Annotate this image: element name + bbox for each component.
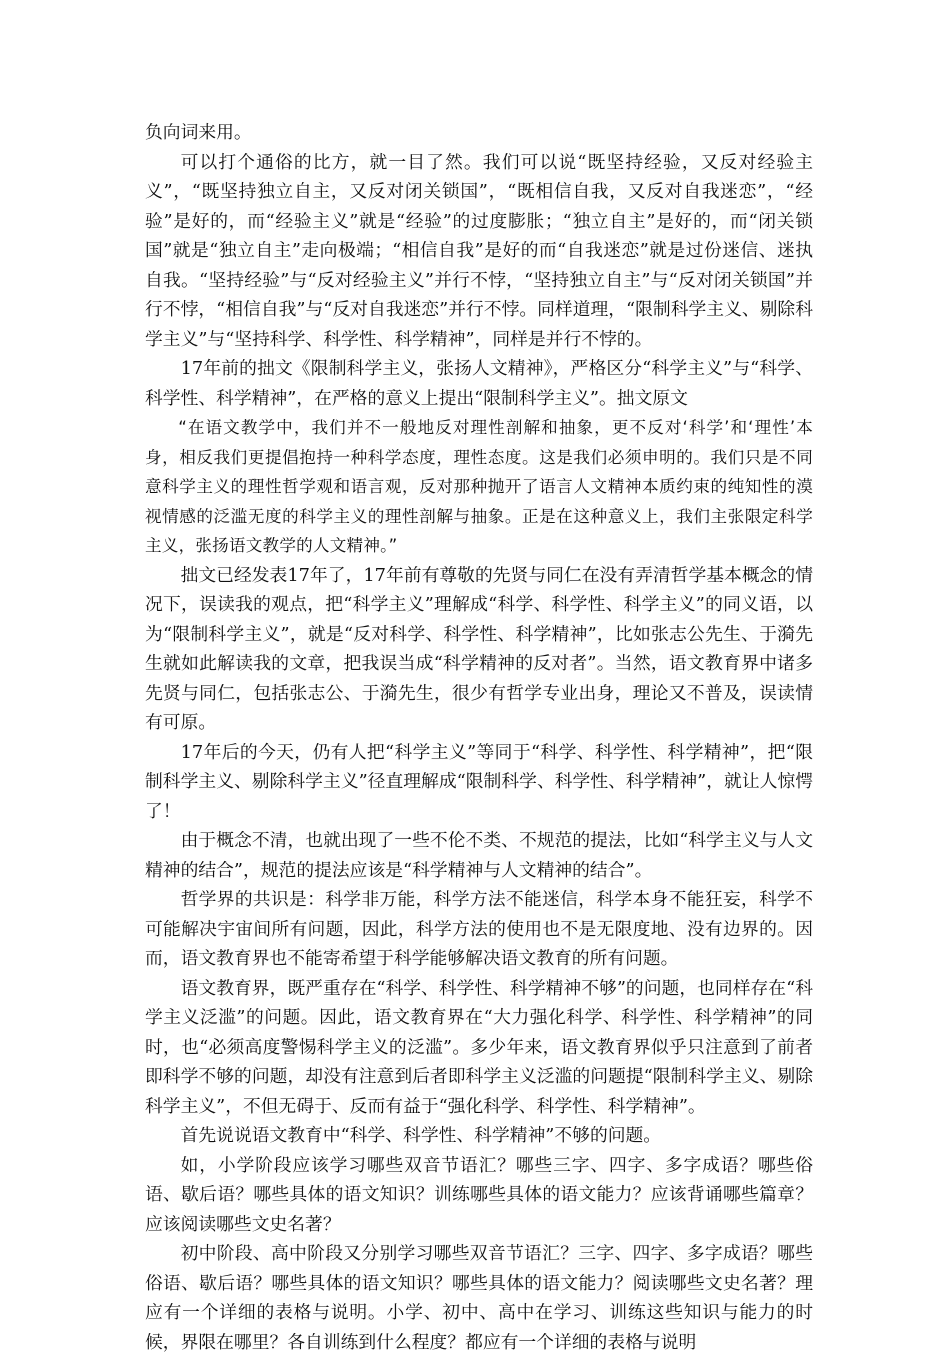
- paragraph-analogy: 可以打个通俗的比方，就一目了然。我们可以说“既坚持经验，又反对经验主义”，“既坚持独立自主，又反对闭关锁国”，“既相信自我，又反对自我迷恋”，“经验”是好的，而“经验主义”就是“经验”的过度膨胀；“独立自主”是好的，而“闭关锁国”就是“独立自主”走向极端；“相信自我”是好的而“自我迷恋”就是过份迷信、迷执自我。“坚持经验”与“反对经验主义”并行不悖，“坚持独立自主”与“反对闭关锁国”并行不悖，“相信自我”与“反对自我迷恋”并行不悖。同样道理，“限制科学主义、剔除科学主义”与“坚持科学、科学性、科学精神”，同样是并行不悖的。: [145, 151, 813, 350]
- paragraph-secondary-school: 初中阶段、高中阶段又分别学习哪些双音节语汇？三字、四字、多字成语？哪些俗语、歇后语？哪些具体的语文知识？哪些具体的语文能力？阅读哪些文史名著？理应有一个详细的表格与说明。小学、初中、高中在学习、训练这些知识与能力的时候，界限在哪里？各自训练到什么程度？都应有一个详细的表格与说明: [145, 1243, 813, 1353]
- paragraph-primary-school: 如，小学阶段应该学习哪些双音节语汇？哪些三字、四字、多字成语？哪些俗语、歇后语？哪些具体的语文知识？训练哪些具体的语文能力？应该背诵哪些篇章？应该阅读哪些文史名著？: [145, 1154, 813, 1235]
- paragraph-quotation: “在语文教学中，我们并不一般地反对理性剖解和抽象，更不反对‘科学’和‘理性’本身，相反我们更提倡抱持一种科学态度，理性态度。这是我们必须申明的。我们只是不同意科学主义的理性哲学观和语言观，反对那种抛开了语言人文精神本质约束的纯知性的漠视情感的泛滥无度的科学主义的理性剖解与抽象。正是在这种意义上，我们主张限定科学主义，张扬语文教学的人文精神。”: [145, 418, 813, 555]
- paragraph-misreading: 拙文已经发表17年了，17年前有尊敬的先贤与同仁在没有弄清哲学基本概念的情况下，误读我的观点，把“科学主义”理解成“科学、科学性、科学主义”的同义语，以为“限制科学主义”，就是“反对科学、科学性、科学精神”，比如张志公先生、于漪先生就如此解读我的文章，把我误当成“科学精神的反对者”。当然，语文教育界中诸多先贤与同仁，包括张志公、于漪先生，很少有哲学专业出身，理论又不普及，误读情有可原。: [145, 564, 813, 733]
- paragraph-first-issue: 首先说说语文教育中“科学、科学性、科学精神”不够的问题。: [180, 1125, 662, 1146]
- paragraph-concept-confusion: 由于概念不清，也就出现了一些不伦不类、不规范的提法，比如“科学主义与人文精神的结合”，规范的提法应该是“科学精神与人文精神的结合”。: [145, 830, 813, 881]
- paragraph-philosophy-consensus: 哲学界的共识是：科学非万能，科学方法不能迷信，科学本身不能狂妄，科学不可能解决宇宙间所有问题，因此，科学方法的使用也不是无限度地、没有边界的。因而，语文教育界也不能寄希望于科学能够解决语文教育的所有问题。: [145, 889, 813, 969]
- document-body: [145, 118, 813, 1357]
- paragraph-seventeen-years-later: 17年后的今天，仍有人把“科学主义”等同于“科学、科学性、科学精神”，把“限制科学主义、剔除科学主义”径直理解成“限制科学、科学性、科学精神”，就让人惊愕了！: [145, 741, 813, 822]
- paragraph-education-field: 语文教育界，既严重存在“科学、科学性、科学精神不够”的问题，也同样存在“科学主义泛滥”的问题。因此，语文教育界在“大力强化科学、科学性、科学精神”的同时，也“必须高度警惕科学主义的泛滥”。多少年来，语文教育界似乎只注意到了前者即科学不够的问题，却没有注意到后者即科学主义泛滥的问题提“限制科学主义、剔除科学主义”，不但无碍于、反而有益于“强化科学、科学性、科学精神”。: [145, 977, 813, 1117]
- paragraph-original-article: 17年前的拙文《限制科学主义，张扬人文精神》，严格区分“科学主义”与“科学、科学性、科学精神”，在严格的意义上提出“限制科学主义”。拙文原文: [145, 358, 813, 409]
- paragraph-continuation: 负向词来用。: [145, 122, 252, 143]
